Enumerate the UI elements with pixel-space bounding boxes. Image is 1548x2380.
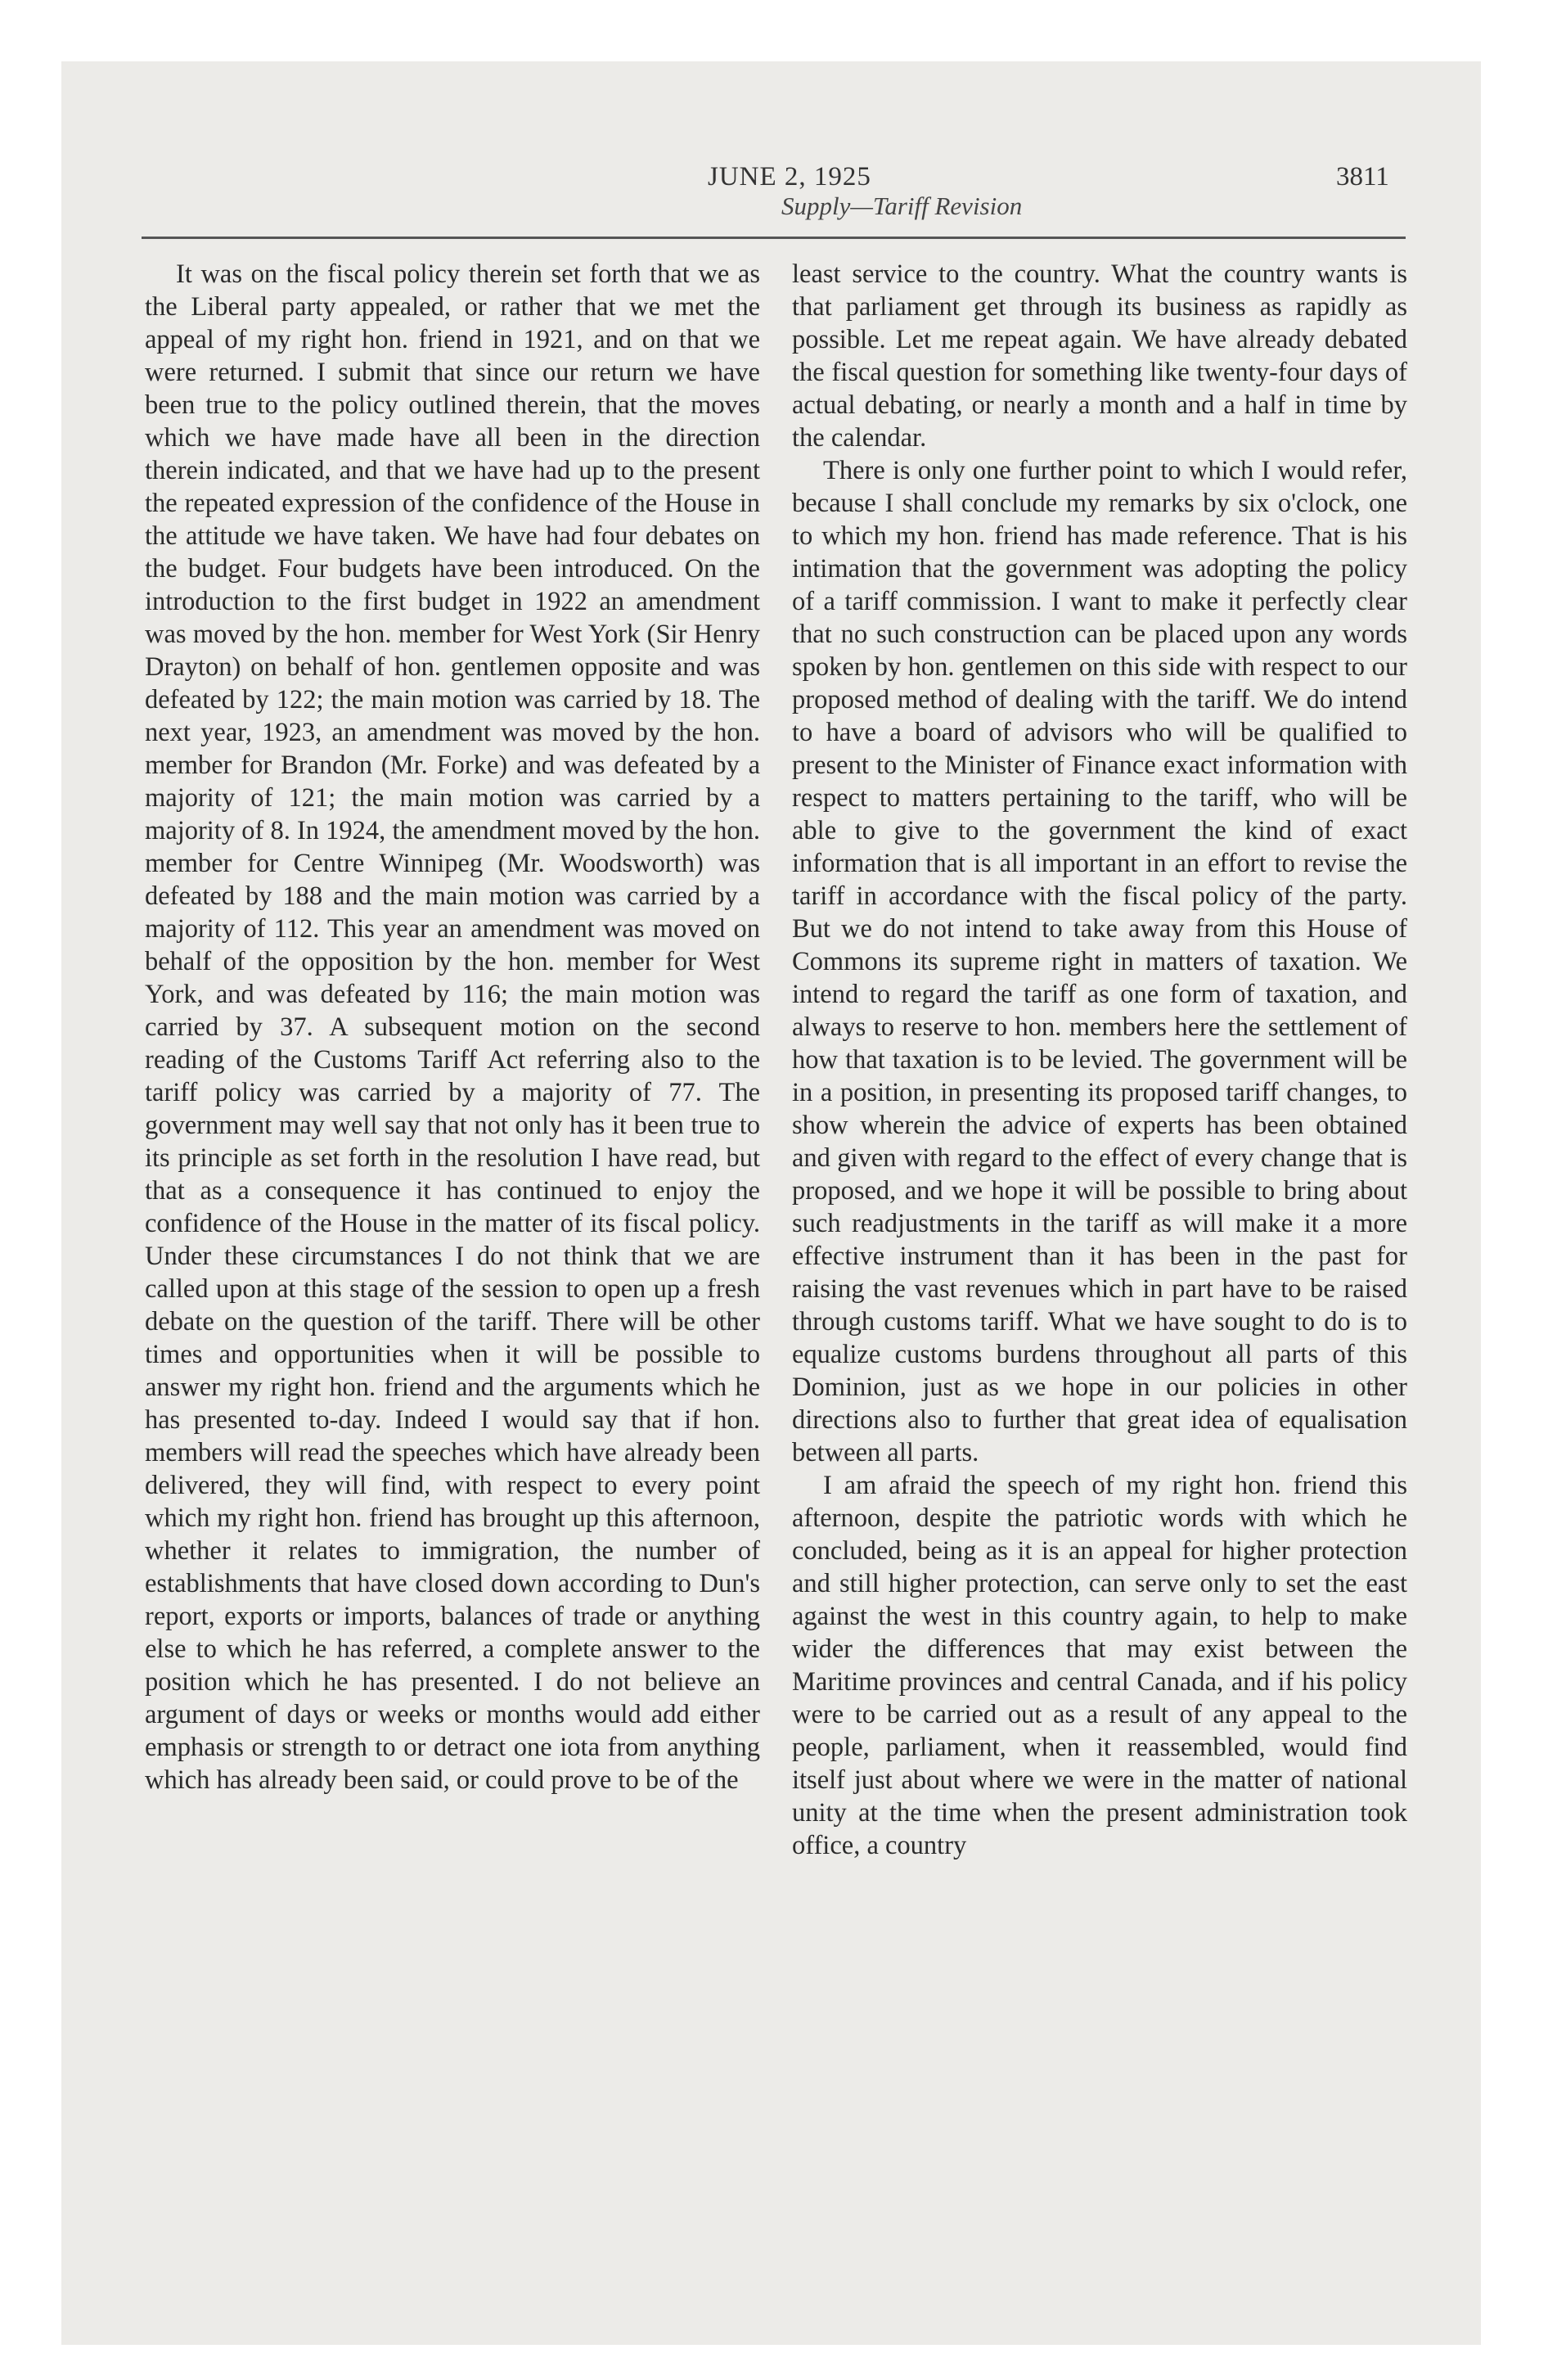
- paragraph: It was on the fiscal policy therein set forth that we as the Liberal party appealed, or rather that we met the appeal of my right hon. friend in 1921, and on that we were returned. I submit that since our return we have been true to the policy outlined therein, that the moves which we have made have all been in the direction therein indicated, and that we have had up to the present the repeated expression of the confidence of the House in the attitude we have taken. We have had four debates on the budget. Four budgets have been introduced. On the introduction to the first budget in 1922 an amendment was moved by the hon. member for West York (Sir Henry Drayton) on behalf of hon. gentlemen opposite and was defeated by 122; the main motion was carried by 18. The next year, 1923, an amendment was moved by the hon. member for Brandon (Mr. Forke) and was defeated by a majority of 121; the main motion was carried by a majority of 8. In 1924, the amendment moved by the hon. member for Centre Winnipeg (Mr. Woodsworth) was defeated by 188 and the main motion was carried by a majority of 112. This year an amendment was moved on behalf of the opposition by the hon. member for West York, and was defeated by 116; the main motion was carried by 37. A subsequent motion on the second reading of the Customs Tariff Act referring also to the tariff policy was carried by a majority of 77. The government may well say that not only has it been true to its principle as set forth in the resolution I have read, but that as a consequence it has continued to enjoy the confidence of the House in the matter of its fiscal policy. Under these circumstances I do not think that we are called upon at this stage of the session to open up a fresh debate on the question of the tariff. There will be other times and opportunities when it will be possible to answer my right hon. friend and the arguments which he has presented to-day. Indeed I would say that if hon. members will read the speeches which have already been delivered, they will find, with respect to every point which my right hon. friend has brought up this afternoon, whether it relates to immigration, the number of establishments that have closed down according to Dun's report, exports or imports, balances of trade or anything else to which he has referred, a complete answer to the position which he has presented. I do not believe an argument of days or weeks or months would add either emphasis or strength to or detract one iota from anything which has already been said, or could prove to be of the: [145, 259, 760, 1795]
- left-column: [145, 258, 760, 1796]
- page-subtitle: Supply—Tariff Revision: [781, 192, 1023, 220]
- right-column: [792, 258, 1407, 1862]
- page-number: 3811: [1336, 162, 1389, 192]
- header-rule: [142, 237, 1406, 239]
- paragraph: I am afraid the speech of my right hon. friend this afternoon, despite the patriotic words with which he concluded, being as it is an appeal for higher protection and still higher protection, can serve only to set the east against the west in this country again, to help to make wider the differences that may exist between the Maritime provinces and central Canada, and if his policy were to be carried out as a result of any appeal to the people, parliament, when it reassembled, would find itself just about where we were in the matter of national unity at the time when the present administration took office, a country: [792, 1471, 1407, 1860]
- paragraph: There is only one further point to which I would refer, because I shall conclude my remarks by six o'clock, one to which my hon. friend has made reference. That is his intimation that the government was adopting the policy of a tariff commission. I want to make it perfectly clear that no such construction can be placed upon any words spoken by hon. gentlemen on this side with respect to our proposed method of dealing with the tariff. We do intend to have a board of advisors who will be qualified to present to the Minister of Finance exact information with respect to matters pertaining to the tariff, who will be able to give to the government the kind of exact information that is all important in an effort to revise the tariff in accordance with the fiscal policy of the party. But we do not intend to take away from this House of Commons its supreme right in matters of taxation. We intend to regard the tariff as one form of taxation, and always to reserve to hon. members here the settlement of how that taxation is to be levied. The government will be in a position, in presenting its proposed tariff changes, to show wherein the advice of experts has been obtained and given with regard to the effect of every change that is proposed, and we hope it will be possible to bring about such readjustments in the tariff as will make it a more effective instrument than it has been in the past for raising the vast revenues which in part have to be raised through customs tariff. What we have sought to do is to equalize customs burdens throughout all parts of this Dominion, just as we hope in our policies in other directions also to further that great idea of equalisation between all parts.: [792, 456, 1407, 1467]
- paragraph: least service to the country. What the country wants is that parliament get through its business as rapidly as possible. Let me repeat again. We have already debated the fiscal question for something like twenty-four days of actual debating, or nearly a month and a half in time by the calendar.: [792, 259, 1407, 453]
- page-date: JUNE 2, 1925: [708, 162, 871, 192]
